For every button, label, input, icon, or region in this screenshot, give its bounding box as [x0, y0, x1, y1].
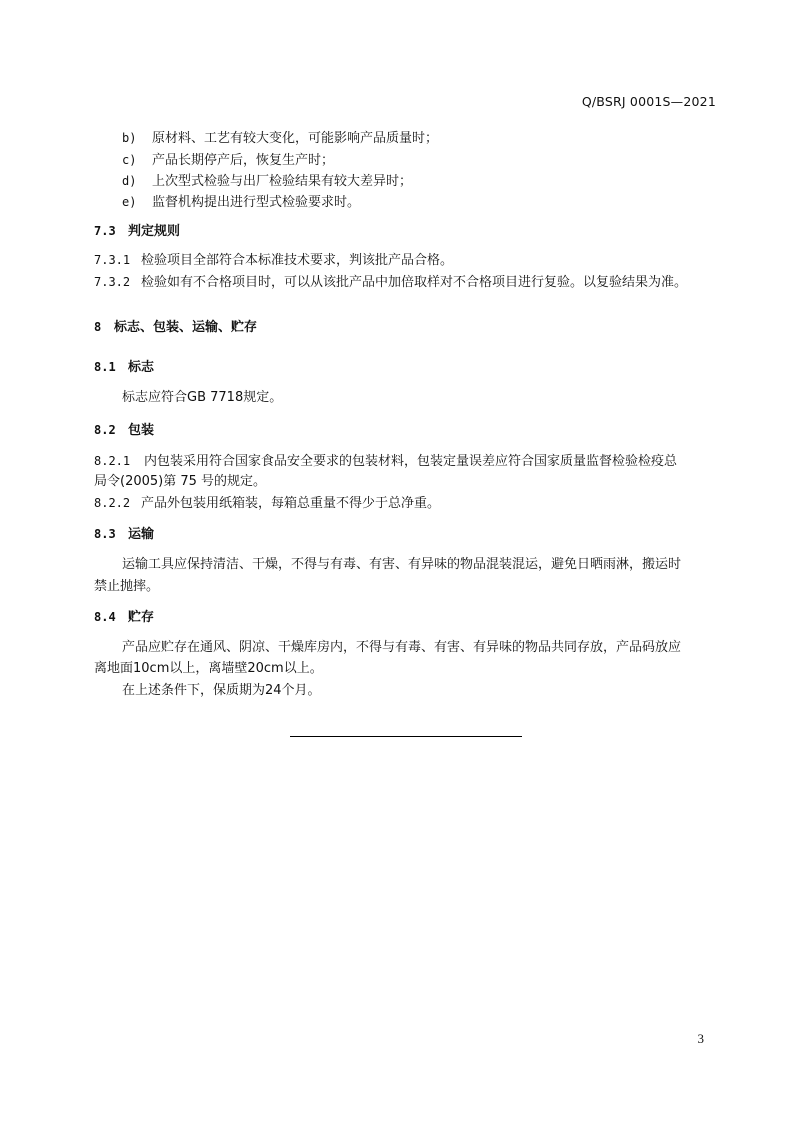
clause-number: 7.3.2	[94, 275, 131, 289]
paragraph: 产品应贮存在通风、阴凉、干燥库房内，不得与有毒、有害、有异味的物品共同存放，产品码放应	[122, 640, 682, 655]
section-heading-8-3	[94, 524, 154, 545]
list-item-mark: c)	[122, 153, 137, 167]
list-item-mark: b)	[122, 131, 137, 145]
list-item-mark: e)	[122, 195, 137, 209]
section-number: 8.2	[94, 423, 116, 437]
list-item	[122, 128, 438, 149]
clause-text: 检验项目全部符合本标准技术要求，判该批产品合格。	[141, 253, 454, 268]
section-title: 运输	[128, 527, 155, 542]
section-heading-8-4	[94, 607, 154, 628]
list-item-mark: d)	[122, 174, 137, 188]
list-item	[122, 150, 334, 171]
clause-continuation: 局令(2005)第 75 号的规定。	[94, 474, 267, 489]
clause-number: 7.3.1	[94, 253, 131, 267]
clause-number: 8.2.2	[94, 496, 131, 510]
clause-8-2-2	[94, 493, 440, 514]
list-item	[122, 171, 412, 192]
paragraph: 运输工具应保持清洁、干燥，不得与有毒、有害、有异味的物品混装混运，避免日晒雨淋，搬运时	[122, 557, 682, 572]
list-item-text: 产品长期停产后，恢复生产时；	[152, 153, 335, 168]
section-title: 标志	[128, 360, 155, 375]
paragraph-continuation: 离地面10cm以上，离墙壁20cm以上。	[94, 661, 323, 676]
paragraph-continuation: 禁止抛摔。	[94, 579, 160, 594]
section-title: 包装	[128, 423, 155, 438]
clause-text: 检验如有不合格项目时，可以从该批产品中加倍取样对不合格项目进行复验。以复验结果为准。	[141, 275, 688, 290]
paragraph: 在上述条件下，保质期为24个月。	[122, 683, 321, 698]
chapter-number: 8	[94, 320, 102, 334]
clause-text: 产品外包装用纸箱装，每箱总重量不得少于总净重。	[141, 496, 441, 511]
chapter-heading-8	[94, 317, 257, 338]
section-heading-7-3	[94, 221, 180, 242]
clause-7-3-1	[94, 250, 453, 271]
clause-7-3-2	[94, 272, 687, 293]
clause-8-2-1	[94, 451, 677, 472]
section-heading-8-2	[94, 420, 154, 441]
list-item-text: 原材料、工艺有较大变化，可能影响产品质量时；	[152, 131, 439, 146]
list-item-text: 上次型式检验与出厂检验结果有较大差异时；	[152, 174, 413, 189]
section-number: 8.1	[94, 360, 116, 374]
section-heading-8-1	[94, 357, 154, 378]
paragraph: 标志应符合GB 7718规定。	[122, 390, 283, 405]
document-code: Q/BSRJ 0001S—2021	[581, 94, 716, 109]
section-title: 贮存	[128, 610, 155, 625]
list-item	[122, 192, 360, 213]
section-title: 判定规则	[128, 224, 181, 239]
list-item-text: 监督机构提出进行型式检验要求时。	[152, 195, 361, 210]
page-number: 3	[697, 1031, 704, 1046]
end-rule	[290, 736, 522, 737]
section-number: 8.4	[94, 610, 116, 624]
clause-number: 8.2.1	[94, 454, 131, 468]
clause-text: 内包装采用符合国家食品安全要求的包装材料，包装定量误差应符合国家质量监督检验检疫总	[144, 454, 678, 469]
section-number: 7.3	[94, 224, 116, 238]
chapter-title: 标志、包装、运输、贮存	[114, 320, 258, 335]
section-number: 8.3	[94, 527, 116, 541]
